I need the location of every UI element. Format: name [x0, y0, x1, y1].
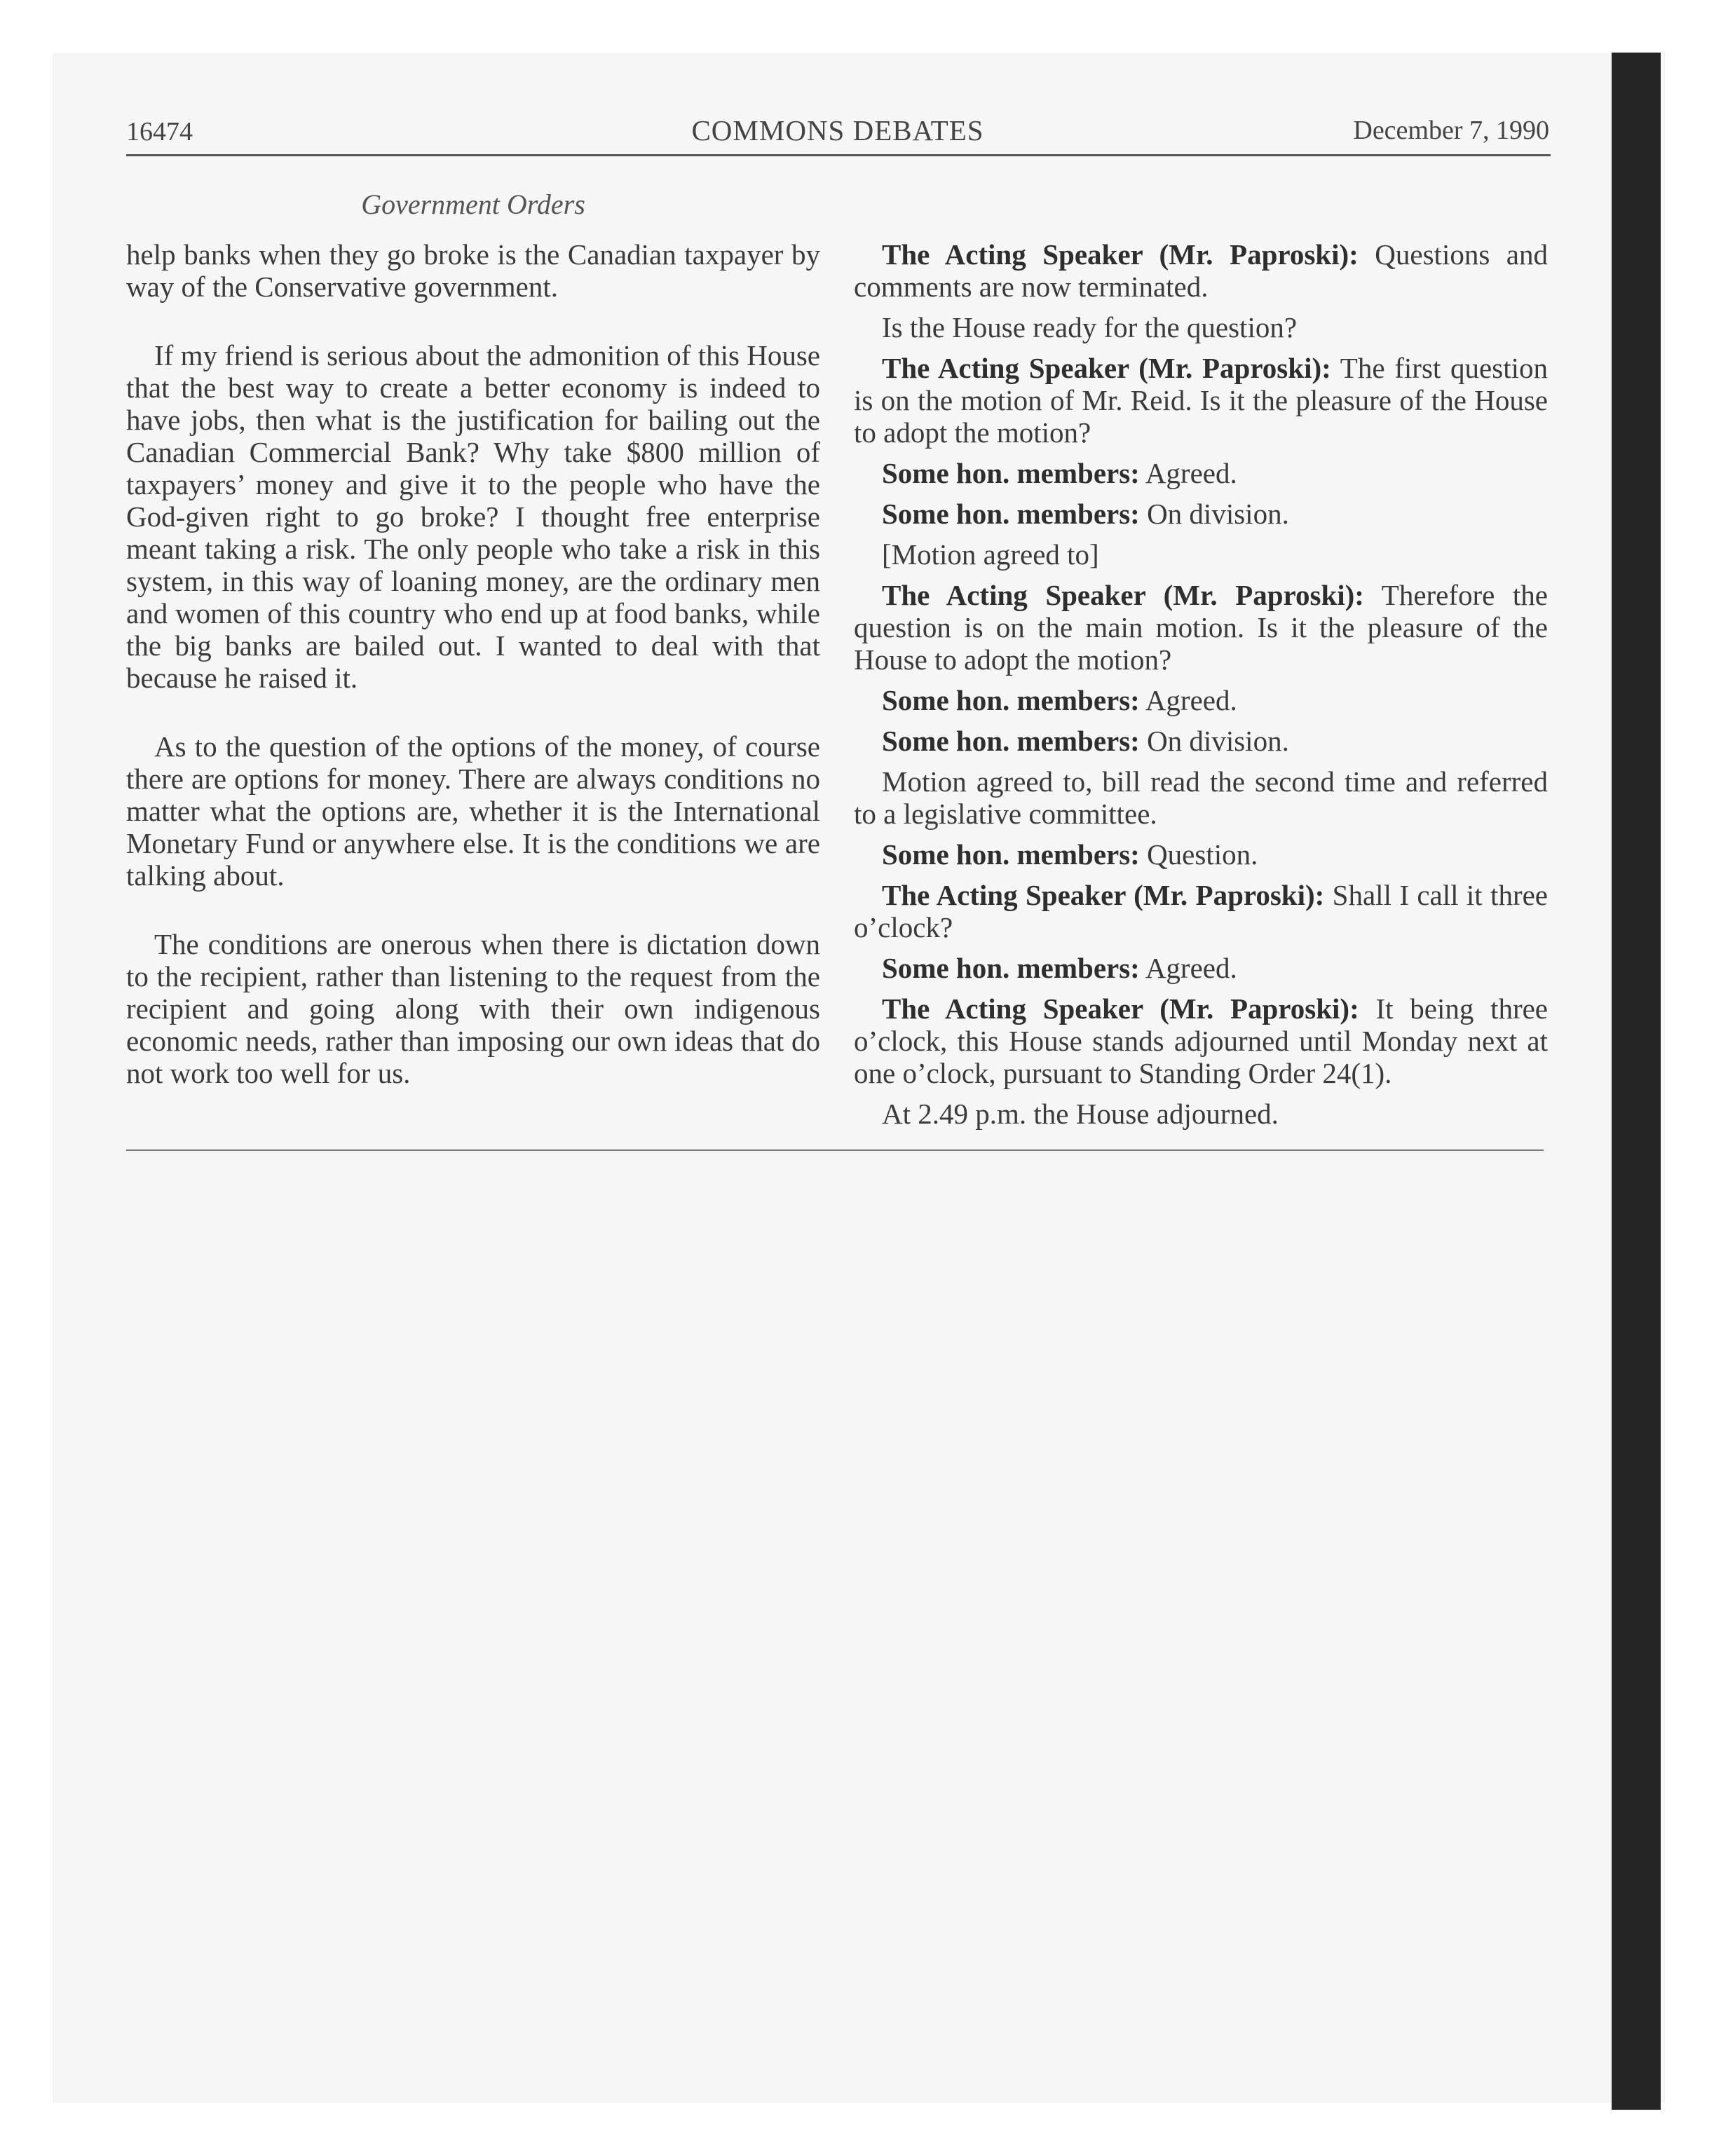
speech-text: Therefore the question is on the main motion. Is it the pleasure of the House to adopt the motion? [854, 579, 1549, 676]
paragraph: As to the question of the options of the money, of course there are options for money. There are always conditions no matter what the options are, whether it is the International Monetary Fund or anywhere else. It is the conditions we are talking about. [126, 730, 820, 892]
speech-text: Agreed. [1145, 952, 1237, 984]
speaker-name: Some hon. members: [882, 684, 1140, 716]
paragraph: The conditions are onerous when there is dictation down to the recipient, rather than listening to the request from the recipient and going along with their own indigenous economic needs, rather than imposing our own ideas that do not work too well for us. [126, 928, 820, 1089]
left-column [126, 238, 820, 1126]
speaker-name: Some hon. members: [882, 457, 1140, 489]
speech-text: Agreed. [1145, 457, 1237, 489]
speech-entry [854, 684, 1548, 716]
speaker-name: Some hon. members: [882, 725, 1140, 757]
section-title: Government Orders [361, 189, 585, 220]
speech-entry [854, 579, 1548, 676]
speaker-name: The Acting Speaker (Mr. Paproski): [882, 992, 1359, 1025]
header-rule [126, 154, 1551, 156]
speech-entry [854, 238, 1548, 303]
speech-entry [854, 1098, 1548, 1130]
journal-title: COMMONS DEBATES [691, 114, 984, 146]
speech-text: On division. [1147, 498, 1289, 530]
speech-entry [854, 879, 1548, 943]
speech-text: Motion agreed to, bill read the second time and referred to a legislative committee. [854, 765, 1548, 830]
speech-entry [854, 765, 1548, 830]
speech-text: Questions and comments are now terminated. [854, 238, 1548, 303]
speech-entry [854, 352, 1548, 449]
speech-entry [854, 457, 1548, 489]
speech-entry [854, 952, 1548, 984]
speech-text: At 2.49 p.m. the House adjourned. [882, 1098, 1279, 1130]
speech-entry [854, 838, 1548, 871]
speech-text: It being three o’clock, this House stands adjourned until Monday next at one o’clock, pursuant to Standing Order 24(1). [854, 992, 1549, 1089]
speaker-name: Some hon. members: [882, 498, 1140, 530]
speech-text: The first question is on the motion of Mr. Reid. Is it the pleasure of the House to adopt the motion? [854, 352, 1548, 449]
running-head [126, 111, 1549, 153]
speech-text: Agreed. [1145, 684, 1237, 716]
speaker-name: Some hon. members: [882, 952, 1140, 984]
speech-text: Shall I call it three o’clock? [854, 879, 1549, 943]
speech-text: Is the House ready for the question? [882, 311, 1298, 343]
speech-text: On division. [1147, 725, 1289, 757]
speech-entry [854, 311, 1548, 343]
speaker-name: The Acting Speaker (Mr. Paproski): [882, 238, 1359, 271]
speech-text: [Motion agreed to] [882, 538, 1099, 571]
scan-edge-shadow [1612, 53, 1661, 2110]
speech-text: Question. [1147, 838, 1258, 871]
speaker-name: The Acting Speaker (Mr. Paproski): [882, 879, 1325, 911]
speaker-name: The Acting Speaker (Mr. Paproski): [882, 579, 1364, 611]
paragraph: help banks when they go broke is the Canadian taxpayer by way of the Conservative government. [126, 238, 820, 303]
speech-entry [854, 538, 1548, 571]
speaker-name: Some hon. members: [882, 838, 1140, 871]
speech-entry [854, 498, 1548, 530]
right-column [854, 238, 1548, 1138]
speech-entry [854, 725, 1548, 757]
speech-entry [854, 992, 1548, 1089]
footer-rule [126, 1149, 1544, 1151]
speaker-name: The Acting Speaker (Mr. Paproski): [882, 352, 1331, 384]
page-date: December 7, 1990 [1353, 116, 1549, 145]
page-number: 16474 [126, 117, 193, 146]
paragraph: If my friend is serious about the admonition of this House that the best way to create a better economy is indeed to have jobs, then what is the justification for bailing out the Canadian Commercial Bank? Why take $800 million of taxpayers’ money and give it to the people who have the God-given right to go broke? I thought free enterprise meant taking a risk. The only people who take a risk in this system, in this way of loaning money, are the ordinary men and women of this country who end up at food banks, while the big banks are bailed out. I wanted to deal with that because he raised it. [126, 339, 820, 694]
